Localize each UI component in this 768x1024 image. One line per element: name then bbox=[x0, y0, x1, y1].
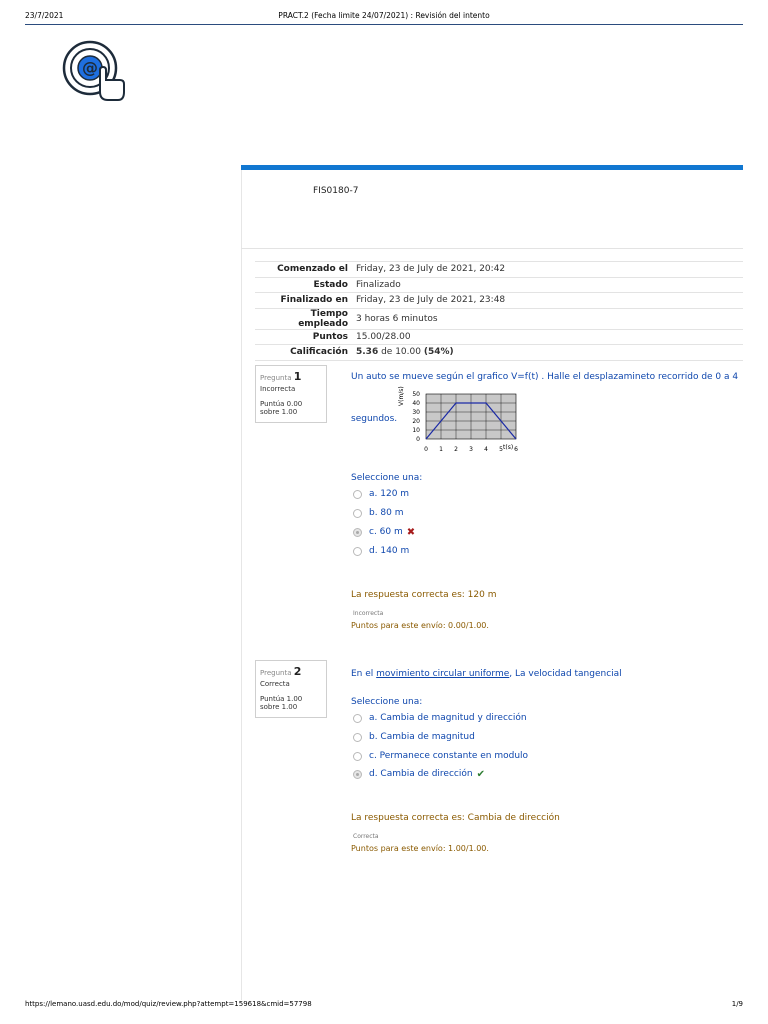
print-footer bbox=[25, 1000, 743, 1008]
radio-icon[interactable] bbox=[353, 733, 362, 742]
chart-x-tick-label: 1 bbox=[439, 446, 443, 453]
question-number: 2 bbox=[293, 665, 302, 678]
radio-icon[interactable] bbox=[353, 547, 362, 556]
grade-row: Calificación 5.36 de 10.00 (54%) bbox=[255, 345, 743, 361]
chart-x-tick-label: 0 bbox=[424, 446, 428, 453]
radio-selected-icon[interactable] bbox=[353, 770, 362, 779]
question-1-text: Un auto se mueve según el grafico V=f(t) . Halle el desplazamineto recorrido de 0 a 4 bbox=[351, 372, 739, 382]
radio-icon[interactable] bbox=[353, 752, 362, 761]
chart-y-tick-label: 20 bbox=[412, 418, 420, 425]
question-1-text-continued: segundos. bbox=[351, 414, 398, 424]
course-divider bbox=[241, 248, 743, 249]
q2-option-d[interactable]: d. Cambia de dirección ✔ bbox=[353, 768, 485, 780]
q2-correct-answer: La respuesta correcta es: Cambia de dirección bbox=[351, 813, 560, 823]
question-2-prompt: Seleccione una: bbox=[351, 697, 423, 707]
glossary-link[interactable]: movimiento circular uniforme bbox=[376, 669, 510, 679]
svg-text:@: @ bbox=[82, 58, 98, 77]
course-code: FIS0180-7 bbox=[313, 186, 359, 196]
content-top-bar bbox=[241, 165, 743, 170]
at-touch-logo-icon bbox=[60, 40, 130, 104]
chart-x-tick-label: 5 bbox=[499, 446, 503, 453]
chart-y-tick-label: 30 bbox=[412, 409, 420, 416]
chart-y-ticks bbox=[412, 391, 420, 443]
q2-status: Correcta bbox=[353, 833, 379, 840]
content-left-border bbox=[241, 170, 242, 1000]
chart-y-tick-label: 0 bbox=[416, 436, 420, 443]
radio-selected-icon[interactable] bbox=[353, 528, 362, 537]
print-date: 23/7/2021 bbox=[25, 11, 64, 20]
q2-option-a[interactable]: a. Cambia de magnitud y dirección bbox=[353, 712, 527, 724]
chart-x-tick-label: 6 bbox=[514, 446, 518, 453]
q2-option-c[interactable]: c. Permanece constante en modulo bbox=[353, 750, 528, 762]
question-2-text: En el movimiento circular uniforme, La velocidad tangencial bbox=[351, 669, 622, 679]
question-1-info: Pregunta 1 Incorrecta Puntúa 0.00 sobre 1.00 bbox=[255, 365, 327, 423]
question-number: 1 bbox=[293, 370, 302, 383]
print-title: PRACT.2 (Fecha limite 24/07/2021) : Revisión del intento bbox=[278, 11, 490, 20]
q2-points: Puntos para este envío: 1.00/1.00. bbox=[351, 844, 489, 853]
question-1-prompt: Seleccione una: bbox=[351, 473, 423, 483]
question-state: Incorrecta bbox=[260, 385, 296, 393]
print-header bbox=[0, 9, 768, 23]
q1-status: Incorrecta bbox=[353, 610, 384, 617]
radio-icon[interactable] bbox=[353, 714, 362, 723]
chart-x-tick-label: 4 bbox=[484, 446, 488, 453]
chart-x-label: t(s) bbox=[503, 444, 514, 451]
q2-option-b[interactable]: b. Cambia de magnitud bbox=[353, 731, 475, 743]
summary-row: Tiempo empleado 3 horas 6 minutos bbox=[255, 308, 743, 329]
chart-y-label: V(m/s) bbox=[398, 386, 405, 406]
summary-row: Finalizado en Friday, 23 de July de 2021, 23:48 bbox=[255, 293, 743, 309]
attempt-summary-table bbox=[255, 261, 743, 361]
q1-correct-answer: La respuesta correcta es: 120 m bbox=[351, 590, 497, 600]
grade-value: 5.36 de 10.00 (54%) bbox=[352, 345, 743, 361]
q1-points: Puntos para este envío: 0.00/1.00. bbox=[351, 621, 489, 630]
chart-x-tick-label: 3 bbox=[469, 446, 473, 453]
chart-grid bbox=[426, 394, 516, 439]
chart-y-tick-label: 10 bbox=[412, 427, 420, 434]
q1-option-a[interactable]: a. 120 m bbox=[353, 488, 409, 500]
q1-option-d[interactable]: d. 140 m bbox=[353, 545, 409, 557]
radio-icon[interactable] bbox=[353, 490, 362, 499]
page-number: 1/9 bbox=[731, 1000, 743, 1008]
chart-x-tick-label: 2 bbox=[454, 446, 458, 453]
summary-row: Comenzado el Friday, 23 de July de 2021, 20:42 bbox=[255, 262, 743, 278]
radio-icon[interactable] bbox=[353, 509, 362, 518]
q1-option-b[interactable]: b. 80 m bbox=[353, 507, 404, 519]
chart-y-tick-label: 50 bbox=[412, 391, 420, 398]
velocity-time-chart bbox=[394, 386, 526, 458]
summary-row: Puntos 15.00/28.00 bbox=[255, 329, 743, 345]
q1-option-c[interactable]: c. 60 m ✖ bbox=[353, 526, 415, 538]
incorrect-x-icon: ✖ bbox=[406, 526, 416, 538]
header-divider bbox=[25, 24, 743, 25]
question-state: Correcta bbox=[260, 680, 290, 688]
correct-check-icon: ✔ bbox=[476, 768, 485, 780]
summary-row: Estado Finalizado bbox=[255, 277, 743, 293]
footer-url: https://lemano.uasd.edu.do/mod/quiz/review.php?attempt=159618&cmid=57798 bbox=[25, 1000, 312, 1008]
chart-y-tick-label: 40 bbox=[412, 400, 420, 407]
question-2-info: Pregunta 2 Correcta Puntúa 1.00 sobre 1.00 bbox=[255, 660, 327, 718]
